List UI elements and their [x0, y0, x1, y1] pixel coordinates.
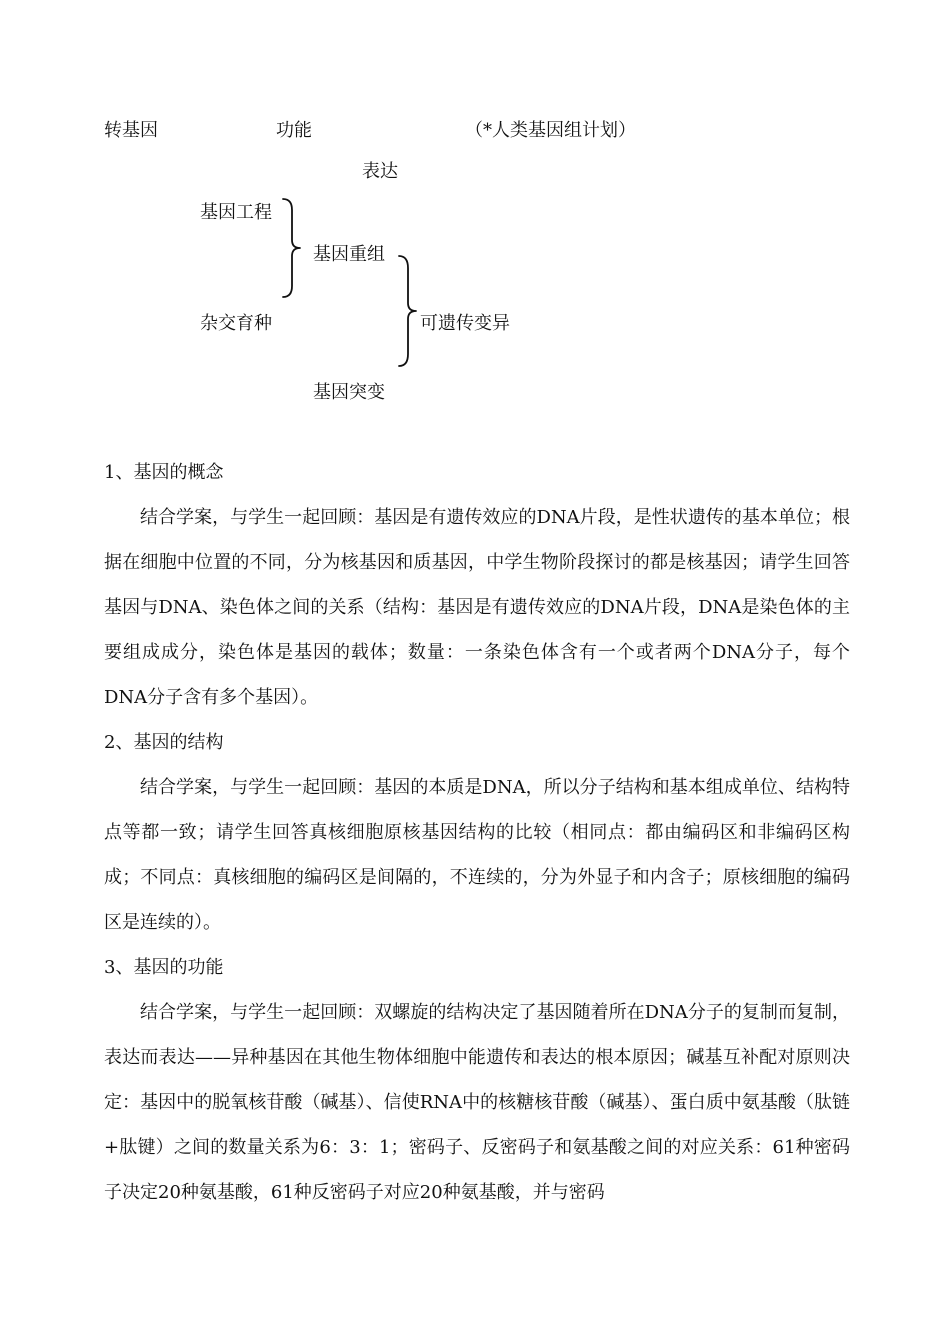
right-brace-icon [280, 196, 304, 300]
label-hybrid-breeding: 杂交育种 [200, 313, 272, 334]
label-human-genome-project: （*人类基因组计划） [465, 120, 636, 141]
section-heading-gene-function: 3、基因的功能 [104, 957, 224, 978]
section-heading-gene-concept: 1、基因的概念 [104, 462, 224, 483]
label-function: 功能 [276, 120, 312, 141]
document-body [104, 450, 850, 1215]
right-brace-icon [396, 253, 420, 369]
label-genetic-engineering: 基因工程 [200, 202, 272, 223]
paragraph-gene-concept: 结合学案，与学生一起回顾：基因是有遗传效应的DNA片段，是性状遗传的基本单位；根据在细胞中位置的不同，分为核基因和质基因，中学生物阶段探讨的都是核基因；请学生回答基因与DNA、染色体之间的关系（结构：基因是有遗传效应的DNA片段，DNA是染色体的主要组成成分，染色体是基因的载体；数量：一条染色体含有一个或者两个DNA分子，每个DNA分子含有多个基因）。 [104, 507, 850, 708]
label-gene-recombination: 基因重组 [313, 244, 385, 265]
label-transgene: 转基因 [104, 120, 158, 141]
section-heading-gene-structure: 2、基因的结构 [104, 732, 224, 753]
label-gene-mutation: 基因突变 [313, 382, 385, 403]
paragraph-gene-function: 结合学案，与学生一起回顾：双螺旋的结构决定了基因随着所在DNA分子的复制而复制，表达而表达——异种基因在其他生物体细胞中能遗传和表达的根本原因；碱基互补配对原则决定：基因中的脱氧核苷酸（碱基）、信使RNA中的核糖核苷酸（碱基）、蛋白质中氨基酸（肽链+肽键）之间的数量关系为6：3：1；密码子、反密码子和氨基酸之间的对应关系：61种密码子决定20种氨基酸，61种反密码子对应20种氨基酸，并与密码 [104, 1002, 850, 1203]
label-expression: 表达 [362, 161, 398, 182]
label-heritable-variation: 可遗传变异 [420, 313, 510, 334]
paragraph-gene-structure: 结合学案，与学生一起回顾：基因的本质是DNA，所以分子结构和基本组成单位、结构特点等都一致；请学生回答真核细胞原核基因结构的比较（相同点：都由编码区和非编码区构成；不同点：真核细胞的编码区是间隔的，不连续的，分为外显子和内含子；原核细胞的编码区是连续的）。 [104, 777, 850, 933]
